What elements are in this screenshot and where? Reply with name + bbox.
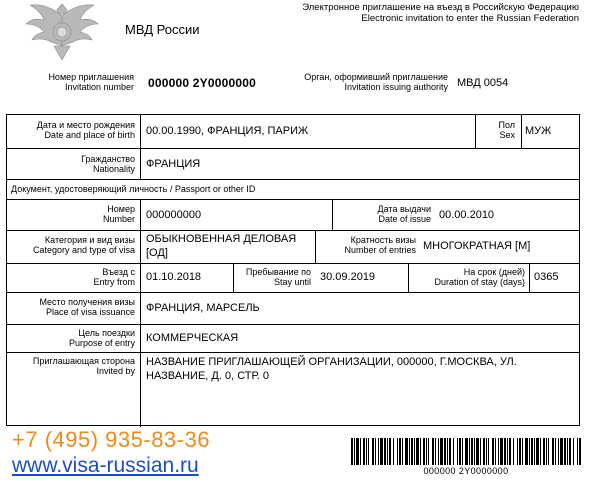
col-divider <box>408 263 409 292</box>
row-divider <box>7 324 579 325</box>
barcode-bar <box>476 438 479 465</box>
entry-from-label-ru: Въезд с <box>102 267 135 277</box>
passport-number-label <box>9 204 135 224</box>
stay-until-label-ru: Пребывание по <box>245 267 311 277</box>
entry-from-label <box>9 267 135 287</box>
barcode-bar <box>564 438 566 465</box>
barcode-bar <box>531 438 533 465</box>
sex-value: МУЖ <box>525 125 552 137</box>
barcode-bar <box>480 438 481 465</box>
barcode-bar <box>402 438 403 465</box>
nationality-label-ru: Гражданство <box>81 154 135 164</box>
row-divider <box>7 179 579 180</box>
barcode-bar <box>569 438 571 465</box>
inviter-line: НАЗВАНИЕ ПРИГЛАШАЮЩЕЙ ОРГАНИЗАЦИИ, 000000, Г.МОСКВА, УЛ. <box>146 356 517 368</box>
inviter-line: НАЗВАНИЕ, Д. 0, СТР. 0 <box>146 370 269 382</box>
passport-section-label: Документ, удостоверяющий личность / Passport or other ID <box>11 184 256 194</box>
stay-until-label-en: Stay until <box>273 277 311 287</box>
eagle-emblem-icon <box>24 2 100 62</box>
purpose-value: КОММЕРЧЕСКАЯ <box>146 332 239 344</box>
inviter-value <box>146 355 517 383</box>
barcode-bar <box>462 438 463 465</box>
issue-date-label-ru: Дата выдачи <box>377 204 431 214</box>
sex-label-ru: Пол <box>498 120 515 130</box>
birth-value: 00.00.1990, ФРАНЦИЯ, ПАРИЖ <box>146 125 309 137</box>
visa-category-value <box>146 232 296 260</box>
purpose-label-ru: Цель поездки <box>78 328 135 338</box>
visa-category-label-en: Category and type of visa <box>32 245 135 255</box>
issuing-authority: МВД 0054 <box>457 77 509 89</box>
inviter-label <box>9 356 135 376</box>
barcode-bar <box>360 438 361 465</box>
barcode-bar <box>447 438 448 465</box>
barcode-bar <box>498 438 499 465</box>
barcode-bar <box>411 438 413 465</box>
invitation-form <box>6 114 580 426</box>
barcode-bar <box>552 438 554 465</box>
barcode-bar <box>529 438 530 465</box>
barcode-bar <box>366 438 367 465</box>
document-title <box>302 2 579 24</box>
birth-label-en: Date and place of birth <box>44 130 135 140</box>
barcode-bar <box>522 438 523 465</box>
barcode-bar <box>546 438 547 465</box>
nationality-label-en: Nationality <box>92 164 135 174</box>
col-divider <box>332 199 333 230</box>
entry-from-value: 01.10.2018 <box>146 271 202 283</box>
barcode-bar <box>457 438 458 465</box>
barcode-bar <box>409 438 410 465</box>
barcode-bar <box>384 438 386 465</box>
issuing-authority-label-en: Invitation issuing authority <box>344 82 448 92</box>
barcode-bar <box>420 438 421 465</box>
barcode-bar <box>509 438 511 465</box>
barcode-bar <box>389 438 391 465</box>
barcode-bar <box>500 438 503 465</box>
issuance-place-value: ФРАНЦИЯ, МАРСЕЛЬ <box>146 302 260 314</box>
col-divider <box>140 199 141 427</box>
barcode-bar <box>543 438 545 465</box>
nationality-label <box>9 154 135 174</box>
website-link[interactable]: www.visa-russian.ru <box>12 454 199 477</box>
barcode-bar <box>471 438 473 465</box>
barcode-bar <box>428 438 429 465</box>
barcode-bar <box>486 438 487 465</box>
barcode-bar <box>363 438 365 465</box>
barcode-bar <box>540 438 541 465</box>
barcode-bar <box>435 438 436 465</box>
barcode-bar <box>507 438 508 465</box>
row-divider <box>7 292 579 293</box>
barcode-bar <box>397 438 398 465</box>
barcode-bar <box>519 438 521 465</box>
barcode-bar <box>488 438 489 465</box>
barcode-bar <box>577 438 578 465</box>
barcode-bar <box>387 438 388 465</box>
barcode-bar <box>558 438 559 465</box>
sex-label <box>477 120 515 140</box>
sex-label-en: Sex <box>499 130 515 140</box>
entries-value: МНОГОКРАТНАЯ [М] <box>423 240 531 252</box>
invitation-number-label-ru: Номер приглашения <box>48 72 134 82</box>
issuance-place-label-en: Place of visa issuance <box>45 307 135 317</box>
inviter-label-en: Invited by <box>96 366 135 376</box>
barcode-bar <box>440 438 443 465</box>
issue-date-label-en: Date of issue <box>378 214 431 224</box>
barcode-bar <box>483 438 485 465</box>
barcode-bar <box>354 438 355 465</box>
stay-until-value: 30.09.2019 <box>320 271 376 283</box>
issue-date-value: 00.00.2010 <box>439 209 495 221</box>
passport-number-label-en: Number <box>102 214 135 224</box>
barcode-bar <box>579 438 581 465</box>
barcode-bar <box>432 438 434 465</box>
barcode-bar <box>459 438 461 465</box>
barcode-bar <box>356 438 359 465</box>
barcode-bar <box>492 438 494 465</box>
row-divider <box>7 199 579 200</box>
nationality-value: ФРАНЦИЯ <box>146 158 201 170</box>
duration-label <box>411 267 525 287</box>
barcode-bar <box>368 438 369 465</box>
invitation-number: 000000 2Y0000000 <box>148 76 256 90</box>
barcode-bar <box>465 438 468 465</box>
barcode-bar <box>414 438 415 465</box>
purpose-label-en: Purpose of entry <box>68 338 135 348</box>
barcode-bar <box>560 438 563 465</box>
col-divider <box>475 115 476 148</box>
col-divider <box>529 263 530 292</box>
visa-category-line: ОБЫКНОВЕННАЯ ДЕЛОВАЯ <box>146 233 297 245</box>
entry-from-label-en: Entry from <box>93 277 135 287</box>
barcode-number: 000000 2Y0000000 <box>423 466 509 476</box>
col-divider <box>233 263 234 292</box>
barcode-bar <box>469 438 470 465</box>
barcode-bar <box>351 438 353 465</box>
barcode-icon <box>351 438 581 465</box>
barcode-bar <box>372 438 374 465</box>
row-divider <box>7 263 579 264</box>
barcode-bar <box>534 438 535 465</box>
barcode-bar <box>438 438 439 465</box>
row-divider <box>7 230 579 231</box>
row-divider <box>7 352 579 353</box>
duration-label-ru: На срок (дней) <box>463 267 525 277</box>
issue-date-label <box>337 204 431 224</box>
barcode-bar <box>474 438 475 465</box>
barcode-bar <box>423 438 425 465</box>
barcode-bar <box>525 438 528 465</box>
barcode-bar <box>573 438 574 465</box>
stay-until-label <box>236 267 311 287</box>
barcode-bar <box>426 438 427 465</box>
barcode-bar <box>548 438 549 465</box>
inviter-label-ru: Приглашающая сторона <box>32 356 135 366</box>
col-divider <box>521 115 522 148</box>
barcode-bar <box>449 438 451 465</box>
barcode-bar <box>405 438 408 465</box>
birth-label-ru: Дата и место рождения <box>36 120 135 130</box>
issuer-name: МВД России <box>125 22 200 37</box>
issuing-authority-label <box>296 72 448 92</box>
barcode-bar <box>380 438 383 465</box>
col-divider <box>140 115 141 179</box>
birth-label <box>9 120 135 140</box>
row-divider <box>7 148 579 149</box>
barcode-bar <box>444 438 446 465</box>
purpose-label <box>9 328 135 348</box>
barcode-bar <box>416 438 419 465</box>
barcode-bar <box>378 438 379 465</box>
issuing-authority-label-ru: Орган, оформивший приглашение <box>304 72 448 82</box>
entries-label-ru: Кратность визы <box>350 235 416 245</box>
passport-number-label-ru: Номер <box>107 204 135 214</box>
duration-label-en: Duration of stay (days) <box>434 277 525 287</box>
passport-number-value: 000000000 <box>146 209 202 221</box>
barcode-bar <box>504 438 506 465</box>
document-title-en: Electronic invitation to enter the Russian Federation <box>361 13 579 24</box>
barcode-bar <box>495 438 496 465</box>
barcode-bar <box>536 438 539 465</box>
invitation-number-label <box>28 72 134 92</box>
barcode-bar <box>453 438 454 465</box>
col-divider <box>315 230 316 263</box>
issuance-place-label <box>9 297 135 317</box>
barcode-bar <box>399 438 401 465</box>
barcode-bar <box>375 438 376 465</box>
invitation-number-label-en: Invitation number <box>64 82 134 92</box>
barcode-bar <box>517 438 518 465</box>
visa-category-label <box>9 235 135 255</box>
visa-category-code: [ОД] <box>146 247 168 259</box>
barcode-bar <box>393 438 394 465</box>
barcode-bar <box>513 438 514 465</box>
document-title-ru: Электронное приглашение на въезд в Российскую Федерацию <box>302 2 579 13</box>
issuance-place-label-ru: Место получения визы <box>39 297 135 307</box>
phone-number: +7 (495) 935-83-36 <box>12 427 210 452</box>
barcode-bar <box>567 438 568 465</box>
duration-value: 0365 <box>534 271 559 283</box>
entries-label-en: Number of entries <box>344 245 416 255</box>
barcode-bar <box>555 438 556 465</box>
entries-label <box>319 235 416 255</box>
visa-category-label-ru: Категория и вид визы <box>44 235 135 245</box>
